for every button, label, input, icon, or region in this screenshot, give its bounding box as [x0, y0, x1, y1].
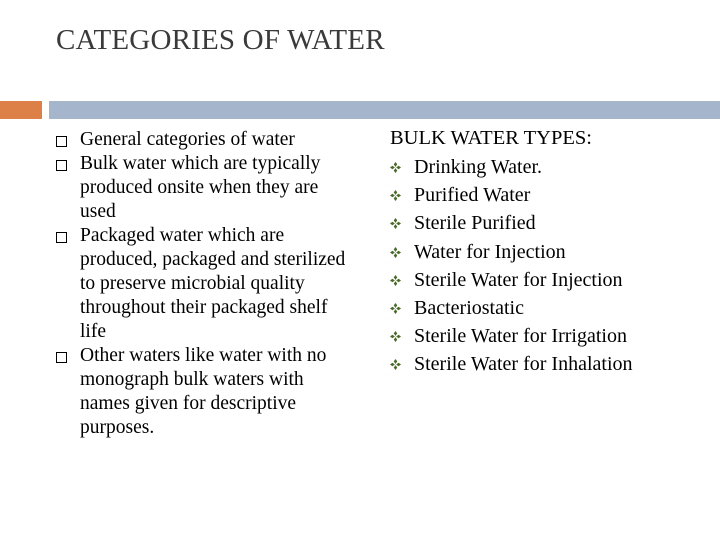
title-divider-bar — [49, 101, 720, 119]
list-item — [390, 153, 710, 181]
list-item-text: Sterile Water for Injection — [414, 268, 623, 291]
list-item — [390, 294, 710, 322]
diamond-bullet-icon — [390, 247, 401, 258]
list-item — [390, 181, 710, 209]
list-item — [56, 224, 346, 344]
list-item-text: Water for Injection — [414, 240, 566, 263]
square-bullet-icon — [56, 136, 67, 147]
list-item-text: General categories of water — [80, 129, 295, 150]
section-heading: BULK WATER TYPES: — [390, 127, 592, 149]
diamond-bullet-icon — [390, 359, 401, 370]
title-accent-bar — [0, 101, 42, 119]
list-item — [390, 209, 710, 237]
diamond-bullet-icon — [390, 218, 401, 229]
bulk-water-types-list — [390, 153, 710, 379]
list-item-text: Other waters like water with no monograph bulk waters with names given for descriptive purposes. — [80, 345, 327, 438]
diamond-bullet-icon — [390, 162, 401, 173]
list-item — [56, 128, 346, 152]
diamond-bullet-icon — [390, 331, 401, 342]
slide-title: CATEGORIES OF WATER — [56, 24, 385, 56]
square-bullet-icon — [56, 352, 67, 363]
square-bullet-icon — [56, 160, 67, 171]
list-item-text: Sterile Water for Irrigation — [414, 325, 627, 348]
diamond-bullet-icon — [390, 190, 401, 201]
list-item-text: Drinking Water. — [414, 156, 542, 178]
categories-list — [56, 128, 346, 440]
square-bullet-icon — [56, 232, 67, 243]
list-item — [56, 344, 346, 440]
bulk-water-types-section — [390, 124, 710, 379]
list-item-text: Sterile Water for Inhalation — [414, 353, 633, 376]
list-item-text: Purified Water — [414, 184, 531, 207]
list-item-text: Bacteriostatic — [414, 297, 524, 320]
diamond-bullet-icon — [390, 275, 401, 286]
list-item — [390, 350, 710, 378]
list-item — [56, 152, 346, 224]
list-item-text: Packaged water which are produced, packaged and sterilized to preserve microbial quality throughout their packaged shelf life — [80, 225, 346, 342]
list-item-text: Sterile Purified — [414, 212, 536, 235]
list-item-text: Bulk water which are typically produced onsite when they are used — [80, 153, 321, 222]
list-item — [390, 322, 710, 350]
list-item — [390, 266, 710, 294]
list-item — [390, 238, 710, 266]
diamond-bullet-icon — [390, 303, 401, 314]
